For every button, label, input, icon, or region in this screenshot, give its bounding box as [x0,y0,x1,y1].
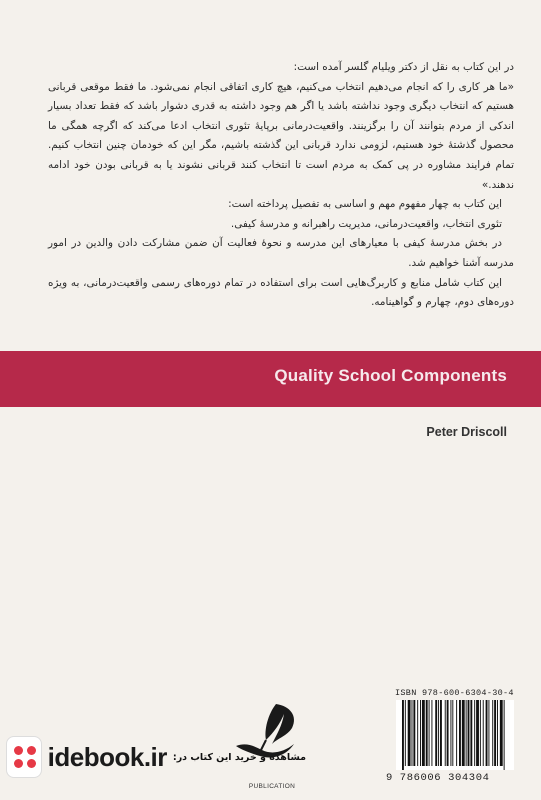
barcode-bar [504,700,505,770]
barcode-bar [459,700,461,766]
barcode-bar [474,700,475,766]
isbn-label: ISBN 978-600-6304-30-4 [395,688,514,698]
barcode-bar [476,700,479,766]
concepts-paragraph: این کتاب به چهار مفهوم مهم و اساسی به تفصیل پرداخته است: [228,198,502,211]
barcode-bar [413,700,415,766]
watermark-site-name: idebook.ir [47,741,167,772]
barcode-bar [500,700,503,766]
barcode-bar [466,700,467,766]
barcode-bar [412,700,413,766]
barcode-bar [470,700,472,766]
barcode-bar [456,700,457,766]
dots-app-icon [6,736,42,778]
barcode-bar [408,700,411,766]
author-name: Peter Driscoll [426,425,507,439]
intro-paragraph: در این کتاب به نقل از دکتر ویلیام گلسر آمده است: [293,61,514,73]
quality-school-paragraph: در بخش مدرسهٔ کیفی با معیارهای این مدرسه و نحوهٔ فعالیت آن ضمن مشارکت دادن والدین در امور مدرسه آشنا خواهیم شد. [48,237,514,269]
barcode-digits: 9 786006 304304 [386,772,490,784]
barcode-bar [429,700,430,766]
barcode-bar [483,700,484,766]
english-title: Quality School Components [274,366,507,385]
concepts-list: تئوری انتخاب، واقعیت‌درمانی، مدیریت راهبرانه و مدرسهٔ کیفی. [230,217,502,230]
barcode-bar [426,700,428,766]
barcode-bar [440,700,442,766]
watermark-caption: مشاهده و خرید این کتاب در: [172,751,306,763]
barcode-bar [494,700,496,766]
publisher-caption: PUBLICATION [248,783,296,790]
isbn-barcode [396,700,514,770]
barcode-bar [486,700,488,766]
barcode-bar [450,700,451,766]
barcode-bar [492,700,493,766]
barcode-bar [462,700,465,766]
barcode-bar [402,700,404,770]
watermark[interactable] [6,736,306,778]
barcode-bar [420,700,421,766]
barcode-bar [468,700,470,766]
back-cover-text [48,58,514,313]
resources-paragraph: این کتاب شامل منابع و کاربرگ‌هایی است برای استفاده در تمام دوره‌های رسمی واقعیت‌درمانی، به ویژه دوره‌های دوم، چهارم و گواهینامه. [48,276,514,309]
barcode-bar [417,700,418,766]
barcode-bar [435,700,437,766]
barcode-bar [480,700,481,766]
barcode-bar [445,700,446,766]
barcode-bar [452,700,453,766]
barcode-bar [405,700,406,766]
title-band [0,351,541,407]
barcode-bar [447,700,449,766]
barcode-bar [488,700,489,766]
barcode-bar [422,700,425,766]
quote-paragraph: «ما هر کاری را که انجام می‌دهیم انتخاب می‌کنیم، هیچ کاری اتفاقی انجام نمی‌شود. ما فقط موقعی قربانی هستیم که انتخاب دیگری وجود نداشته باشد یا اگر هم وجود داشته به قدری دشوار باشد که فقط تعداد بسیار اندکی از مردم بتوانند آن را برگزینند. واقعیت‌درمانی برپایهٔ تئوری انتخاب ادعا می‌کند که اگرچه همگی ما محصول گذشتهٔ خود هستیم، لزومی ندارد قربانی این گذشته باشیم، مگر این که خودمان چنین انتخاب کنیم. تمام فرایند مشاوره در پی کمک به مردم است تا انتخاب کنند قربانی نشوند یا به قربانی بودن خود ادامه ندهند.» [48,80,514,191]
barcode-bar [497,700,498,766]
barcode-bar [431,700,432,766]
barcode-bar [438,700,439,766]
